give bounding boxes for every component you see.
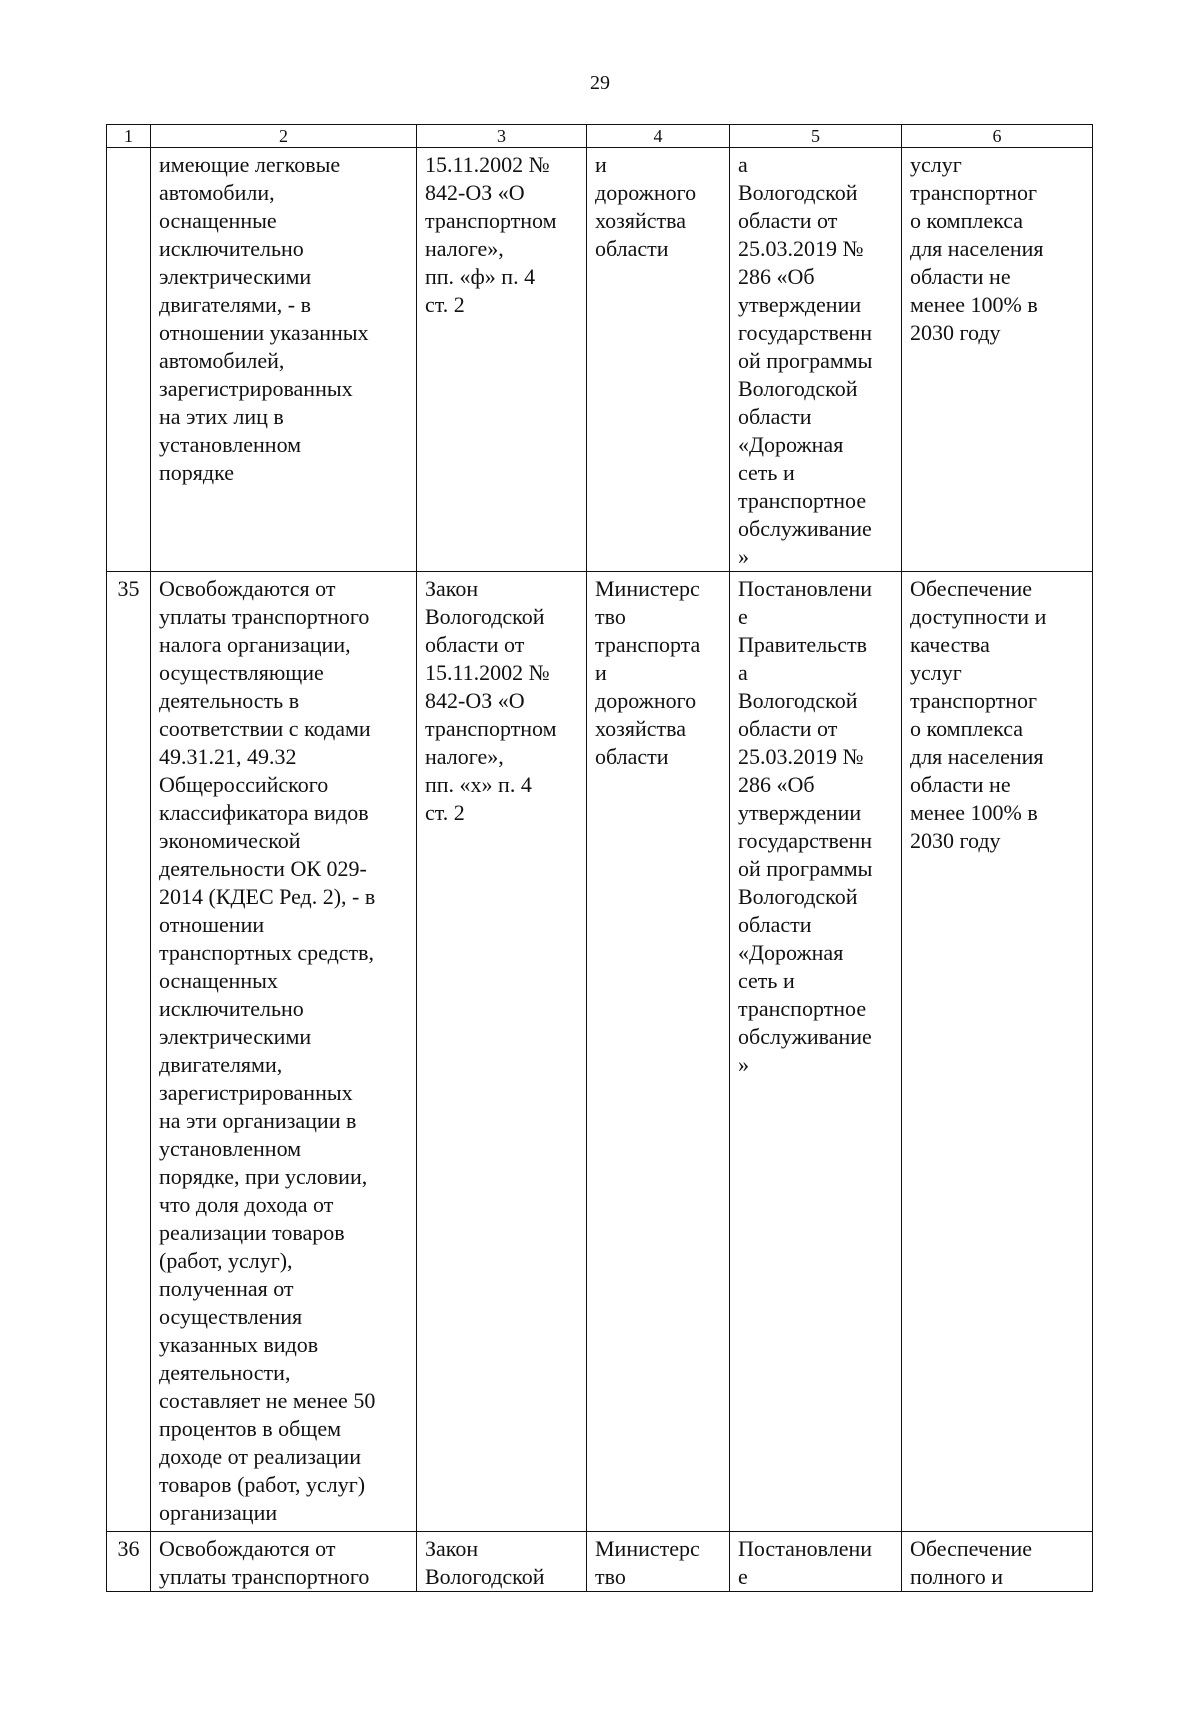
target-indicator: Обеспечение доступности и качества услуг транспортног о комплекса для населения области не менее 100% в 2030 году	[902, 572, 1093, 1532]
column-header: 4	[587, 125, 730, 148]
row-number: 36	[107, 1532, 151, 1592]
responsible-body: Министерс тво транспорта и дорожного хозяйства области	[587, 572, 730, 1532]
program-reference: Постановлени е	[730, 1532, 902, 1592]
legal-basis: 15.11.2002 № 842-ОЗ «О транспортном налоге», пп. «ф» п. 4 ст. 2	[417, 148, 587, 572]
column-header: 3	[417, 125, 587, 148]
benefit-description: Освобождаются от уплаты транспортного налога организации, осуществляющие деятельность в соответствии с кодами 49.31.21, 49.32 Общероссийского классификатора видов экономической деятельности ОК 029- 2014 (КДЕС Ред. 2), - в отношении транспортных средств, оснащенных исключительно электрическими двигателями, зарегистрированных на эти организации в установленном порядке, при условии, что доля дохода от реализации товаров (работ, услуг), полученная от осуществления указанных видов деятельности, составляет не менее 50 процентов в общем доходе от реализации товаров (работ, услуг) организации	[151, 572, 417, 1532]
column-header: 6	[902, 125, 1093, 148]
column-header: 1	[107, 125, 151, 148]
benefit-description: Освобождаются от уплаты транспортного	[151, 1532, 417, 1592]
row-number: 35	[107, 572, 151, 1532]
program-reference: а Вологодской области от 25.03.2019 № 286 «Об утверждении государственн ой программы Вологодской области «Дорожная сеть и транспортное обслуживание »	[730, 148, 902, 572]
target-indicator: Обеспечение полного и	[902, 1532, 1093, 1592]
table-row	[107, 572, 1093, 1532]
column-header: 5	[730, 125, 902, 148]
legal-basis: Закон Вологодской	[417, 1532, 587, 1592]
benefit-description: имеющие легковые автомобили, оснащенные исключительно электрическими двигателями, - в отношении указанных автомобилей, зарегистрированных на этих лиц в установленном порядке	[151, 148, 417, 572]
table-header-row	[107, 125, 1093, 148]
legal-basis: Закон Вологодской области от 15.11.2002 № 842-ОЗ «О транспортном налоге», пп. «х» п. 4 ст. 2	[417, 572, 587, 1532]
column-header: 2	[151, 125, 417, 148]
target-indicator: услуг транспортног о комплекса для населения области не менее 100% в 2030 году	[902, 148, 1093, 572]
program-reference: Постановлени е Правительств а Вологодской области от 25.03.2019 № 286 «Об утверждении государственн ой программы Вологодской области «Дорожная сеть и транспортное обслуживание »	[730, 572, 902, 1532]
responsible-body: и дорожного хозяйства области	[587, 148, 730, 572]
row-number	[107, 148, 151, 572]
page-number: 29	[590, 72, 610, 94]
responsible-body: Министерс тво	[587, 1532, 730, 1592]
table-row	[107, 148, 1093, 572]
benefits-table	[106, 124, 1093, 1592]
table-row	[107, 1532, 1093, 1592]
